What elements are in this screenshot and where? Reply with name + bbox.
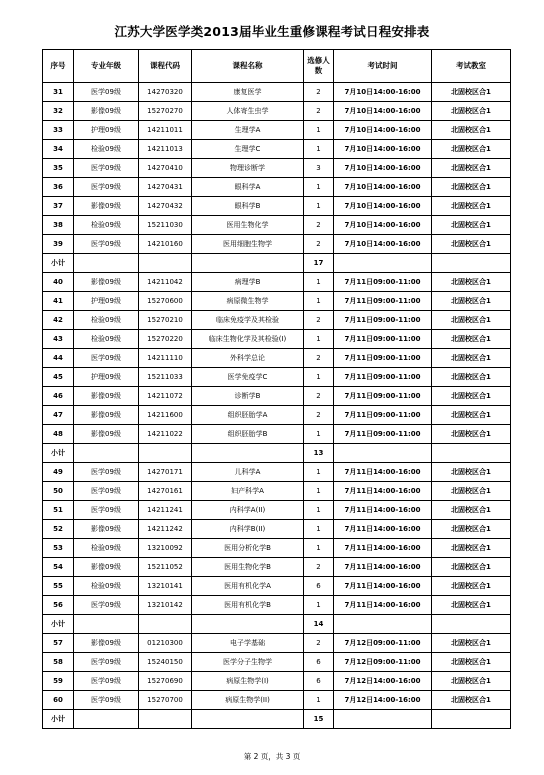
cell-name: 人体寄生虫学 <box>192 102 304 121</box>
cell-time <box>334 615 432 634</box>
cell-name: 临床免疫学及其检验 <box>192 311 304 330</box>
cell-code: 15240150 <box>139 653 192 672</box>
cell-name: 医用生物化学 <box>192 216 304 235</box>
cell-count: 1 <box>304 425 334 444</box>
cell-no: 31 <box>43 83 74 102</box>
cell-major: 影像09级 <box>74 634 139 653</box>
cell-count: 1 <box>304 482 334 501</box>
cell-count: 1 <box>304 501 334 520</box>
cell-place: 北固校区合1 <box>432 558 511 577</box>
table-row <box>43 235 511 254</box>
table-row <box>43 653 511 672</box>
cell-name: 病原生物学(II) <box>192 691 304 710</box>
cell-code: 15270270 <box>139 102 192 121</box>
cell-time: 7月11日09:00-11:00 <box>334 273 432 292</box>
cell-major: 医学09级 <box>74 349 139 368</box>
cell-count: 2 <box>304 311 334 330</box>
cell-major: 影像09级 <box>74 406 139 425</box>
cell-time: 7月11日09:00-11:00 <box>334 425 432 444</box>
cell-code: 15270600 <box>139 292 192 311</box>
table-row <box>43 672 511 691</box>
table-row <box>43 121 511 140</box>
cell-count: 1 <box>304 178 334 197</box>
cell-major: 检验09级 <box>74 311 139 330</box>
cell-no: 47 <box>43 406 74 425</box>
cell-time <box>334 444 432 463</box>
cell-count: 2 <box>304 235 334 254</box>
cell-code <box>139 254 192 273</box>
table-row <box>43 425 511 444</box>
cell-time: 7月11日14:00-16:00 <box>334 482 432 501</box>
cell-major: 医学09级 <box>74 482 139 501</box>
cell-time: 7月10日14:00-16:00 <box>334 102 432 121</box>
cell-place: 北固校区合1 <box>432 197 511 216</box>
cell-time: 7月11日09:00-11:00 <box>334 406 432 425</box>
table-row <box>43 387 511 406</box>
table-row <box>43 520 511 539</box>
cell-count: 6 <box>304 672 334 691</box>
cell-no: 44 <box>43 349 74 368</box>
table-body <box>43 83 511 729</box>
cell-major: 护理09级 <box>74 292 139 311</box>
cell-code: 15270690 <box>139 672 192 691</box>
cell-count: 1 <box>304 292 334 311</box>
cell-major: 医学09级 <box>74 691 139 710</box>
cell-place: 北固校区合1 <box>432 406 511 425</box>
cell-count: 2 <box>304 406 334 425</box>
table-row <box>43 140 511 159</box>
table-row <box>43 178 511 197</box>
cell-no: 39 <box>43 235 74 254</box>
table-row <box>43 463 511 482</box>
cell-no: 52 <box>43 520 74 539</box>
cell-count: 1 <box>304 273 334 292</box>
cell-major: 医学09级 <box>74 83 139 102</box>
cell-code: 13210142 <box>139 596 192 615</box>
cell-name: 病原生物学(I) <box>192 672 304 691</box>
cell-time: 7月10日14:00-16:00 <box>334 178 432 197</box>
table-row <box>43 539 511 558</box>
cell-major: 影像09级 <box>74 197 139 216</box>
cell-no: 54 <box>43 558 74 577</box>
cell-place: 北固校区合1 <box>432 577 511 596</box>
cell-no: 56 <box>43 596 74 615</box>
cell-code: 13210141 <box>139 577 192 596</box>
table-row <box>43 102 511 121</box>
cell-name: 医用生物化学B <box>192 558 304 577</box>
cell-code: 15211030 <box>139 216 192 235</box>
cell-time: 7月12日14:00-16:00 <box>334 691 432 710</box>
table-row <box>43 596 511 615</box>
cell-place: 北固校区合1 <box>432 292 511 311</box>
cell-no: 37 <box>43 197 74 216</box>
cell-time: 7月11日09:00-11:00 <box>334 292 432 311</box>
table-row <box>43 634 511 653</box>
header-time: 考试时间 <box>334 50 432 83</box>
cell-time: 7月11日09:00-11:00 <box>334 311 432 330</box>
cell-place: 北固校区合1 <box>432 121 511 140</box>
cell-major: 医学09级 <box>74 178 139 197</box>
cell-place: 北固校区合1 <box>432 596 511 615</box>
cell-place: 北固校区合1 <box>432 330 511 349</box>
cell-place <box>432 444 511 463</box>
cell-code: 14211242 <box>139 520 192 539</box>
cell-code: 13210092 <box>139 539 192 558</box>
cell-time: 7月11日09:00-11:00 <box>334 349 432 368</box>
cell-time: 7月12日14:00-16:00 <box>334 672 432 691</box>
cell-major: 检验09级 <box>74 140 139 159</box>
table-row <box>43 330 511 349</box>
cell-code: 14210160 <box>139 235 192 254</box>
cell-place: 北固校区合1 <box>432 235 511 254</box>
cell-no: 51 <box>43 501 74 520</box>
subtotal-row <box>43 254 511 273</box>
cell-time: 7月11日09:00-11:00 <box>334 330 432 349</box>
cell-place: 北固校区合1 <box>432 140 511 159</box>
cell-name: 医学分子生物学 <box>192 653 304 672</box>
cell-name: 组织胚胎学A <box>192 406 304 425</box>
cell-place: 北固校区合1 <box>432 672 511 691</box>
header-no: 序号 <box>43 50 74 83</box>
cell-major: 影像09级 <box>74 520 139 539</box>
cell-code: 15270700 <box>139 691 192 710</box>
cell-name <box>192 615 304 634</box>
cell-no: 33 <box>43 121 74 140</box>
cell-count: 1 <box>304 463 334 482</box>
cell-place: 北固校区合1 <box>432 216 511 235</box>
cell-major: 医学09级 <box>74 463 139 482</box>
cell-time <box>334 710 432 729</box>
table-row <box>43 558 511 577</box>
table-row <box>43 292 511 311</box>
cell-count: 2 <box>304 216 334 235</box>
cell-code: 14211011 <box>139 121 192 140</box>
cell-no: 59 <box>43 672 74 691</box>
cell-no: 35 <box>43 159 74 178</box>
cell-count: 1 <box>304 691 334 710</box>
cell-count: 1 <box>304 140 334 159</box>
subtotal-row <box>43 615 511 634</box>
cell-code <box>139 444 192 463</box>
cell-place: 北固校区合1 <box>432 425 511 444</box>
cell-name: 医用有机化学B <box>192 596 304 615</box>
cell-time: 7月11日09:00-11:00 <box>334 387 432 406</box>
cell-no: 46 <box>43 387 74 406</box>
cell-name: 病原微生物学 <box>192 292 304 311</box>
cell-place: 北固校区合1 <box>432 539 511 558</box>
header-major: 专业年级 <box>74 50 139 83</box>
cell-no: 36 <box>43 178 74 197</box>
cell-place: 北固校区合1 <box>432 311 511 330</box>
cell-major: 检验09级 <box>74 330 139 349</box>
cell-no: 小计 <box>43 444 74 463</box>
cell-code: 15211033 <box>139 368 192 387</box>
cell-major: 影像09级 <box>74 102 139 121</box>
cell-count: 1 <box>304 596 334 615</box>
cell-place: 北固校区合1 <box>432 482 511 501</box>
page-title: 江苏大学医学类2013届毕业生重修课程考试日程安排表 <box>114 24 430 39</box>
cell-no: 45 <box>43 368 74 387</box>
cell-name: 内科学A(II) <box>192 501 304 520</box>
cell-name: 生理学C <box>192 140 304 159</box>
cell-place: 北固校区合1 <box>432 501 511 520</box>
cell-no: 41 <box>43 292 74 311</box>
cell-no: 40 <box>43 273 74 292</box>
cell-code: 14270161 <box>139 482 192 501</box>
cell-name: 内科学B(II) <box>192 520 304 539</box>
cell-count: 15 <box>304 710 334 729</box>
cell-name: 医用有机化学A <box>192 577 304 596</box>
cell-count: 1 <box>304 368 334 387</box>
cell-place: 北固校区合1 <box>432 691 511 710</box>
table-row <box>43 159 511 178</box>
header-code: 课程代码 <box>139 50 192 83</box>
cell-code: 15270210 <box>139 311 192 330</box>
cell-count: 1 <box>304 121 334 140</box>
cell-major: 检验09级 <box>74 577 139 596</box>
cell-name: 康复医学 <box>192 83 304 102</box>
cell-code <box>139 615 192 634</box>
cell-no: 38 <box>43 216 74 235</box>
cell-major: 影像09级 <box>74 273 139 292</box>
cell-major: 影像09级 <box>74 387 139 406</box>
cell-time: 7月10日14:00-16:00 <box>334 235 432 254</box>
cell-time: 7月10日14:00-16:00 <box>334 140 432 159</box>
cell-name: 妇产科学A <box>192 482 304 501</box>
cell-count: 6 <box>304 577 334 596</box>
cell-count: 3 <box>304 159 334 178</box>
cell-place: 北固校区合1 <box>432 83 511 102</box>
cell-name: 生理学A <box>192 121 304 140</box>
cell-place: 北固校区合1 <box>432 349 511 368</box>
cell-name: 组织胚胎学B <box>192 425 304 444</box>
cell-code: 14270171 <box>139 463 192 482</box>
subtotal-row <box>43 710 511 729</box>
cell-code: 14211013 <box>139 140 192 159</box>
cell-code: 14211022 <box>139 425 192 444</box>
cell-major: 影像09级 <box>74 425 139 444</box>
table-header-row <box>43 50 511 83</box>
cell-name: 外科学总论 <box>192 349 304 368</box>
table-row <box>43 311 511 330</box>
table-row <box>43 349 511 368</box>
cell-name: 病理学B <box>192 273 304 292</box>
table-row <box>43 83 511 102</box>
table-row <box>43 406 511 425</box>
cell-major: 医学09级 <box>74 159 139 178</box>
cell-major <box>74 254 139 273</box>
cell-count: 2 <box>304 558 334 577</box>
cell-name: 眼科学B <box>192 197 304 216</box>
cell-major: 检验09级 <box>74 216 139 235</box>
table-row <box>43 216 511 235</box>
cell-count: 2 <box>304 387 334 406</box>
cell-time: 7月12日09:00-11:00 <box>334 653 432 672</box>
cell-major: 检验09级 <box>74 539 139 558</box>
cell-no: 43 <box>43 330 74 349</box>
cell-name: 医学免疫学C <box>192 368 304 387</box>
cell-name <box>192 444 304 463</box>
cell-major: 医学09级 <box>74 501 139 520</box>
cell-no: 32 <box>43 102 74 121</box>
cell-count: 6 <box>304 653 334 672</box>
cell-place: 北固校区合1 <box>432 520 511 539</box>
cell-time: 7月10日14:00-16:00 <box>334 216 432 235</box>
cell-major: 护理09级 <box>74 368 139 387</box>
cell-place <box>432 710 511 729</box>
cell-count: 1 <box>304 539 334 558</box>
cell-no: 小计 <box>43 615 74 634</box>
cell-code <box>139 710 192 729</box>
cell-no: 小计 <box>43 710 74 729</box>
cell-count: 2 <box>304 102 334 121</box>
cell-no: 42 <box>43 311 74 330</box>
cell-name: 医用分析化学B <box>192 539 304 558</box>
cell-time: 7月11日14:00-16:00 <box>334 463 432 482</box>
cell-name: 儿科学A <box>192 463 304 482</box>
cell-time: 7月11日14:00-16:00 <box>334 520 432 539</box>
cell-time <box>334 254 432 273</box>
table-row <box>43 273 511 292</box>
page-footer: 第 2 页，共 3 页 <box>243 752 301 761</box>
cell-code: 14270410 <box>139 159 192 178</box>
cell-major: 医学09级 <box>74 235 139 254</box>
cell-major: 护理09级 <box>74 121 139 140</box>
cell-no: 50 <box>43 482 74 501</box>
cell-count: 2 <box>304 83 334 102</box>
cell-count: 13 <box>304 444 334 463</box>
cell-place: 北固校区合1 <box>432 653 511 672</box>
cell-code: 14211600 <box>139 406 192 425</box>
cell-name: 物理诊断学 <box>192 159 304 178</box>
cell-major: 医学09级 <box>74 653 139 672</box>
schedule-table <box>42 49 511 729</box>
cell-no: 49 <box>43 463 74 482</box>
table-row <box>43 197 511 216</box>
cell-count: 1 <box>304 330 334 349</box>
cell-place: 北固校区合1 <box>432 387 511 406</box>
table-row <box>43 691 511 710</box>
cell-name: 医用细胞生物学 <box>192 235 304 254</box>
cell-time: 7月11日14:00-16:00 <box>334 596 432 615</box>
cell-count: 2 <box>304 349 334 368</box>
cell-count: 1 <box>304 520 334 539</box>
cell-no: 小计 <box>43 254 74 273</box>
cell-place: 北固校区合1 <box>432 159 511 178</box>
cell-place: 北固校区合1 <box>432 102 511 121</box>
cell-major <box>74 444 139 463</box>
table-row <box>43 482 511 501</box>
cell-count: 17 <box>304 254 334 273</box>
cell-code: 14211241 <box>139 501 192 520</box>
cell-count: 14 <box>304 615 334 634</box>
cell-place: 北固校区合1 <box>432 178 511 197</box>
cell-code: 01210300 <box>139 634 192 653</box>
cell-major: 医学09级 <box>74 596 139 615</box>
cell-count: 2 <box>304 634 334 653</box>
cell-count: 1 <box>304 197 334 216</box>
cell-no: 34 <box>43 140 74 159</box>
cell-no: 60 <box>43 691 74 710</box>
cell-time: 7月11日14:00-16:00 <box>334 558 432 577</box>
cell-place: 北固校区合1 <box>432 463 511 482</box>
cell-place <box>432 254 511 273</box>
table-row <box>43 501 511 520</box>
cell-major: 医学09级 <box>74 672 139 691</box>
cell-time: 7月10日14:00-16:00 <box>334 121 432 140</box>
cell-code: 14270432 <box>139 197 192 216</box>
cell-code: 14211042 <box>139 273 192 292</box>
cell-name <box>192 710 304 729</box>
cell-time: 7月12日09:00-11:00 <box>334 634 432 653</box>
table-row <box>43 368 511 387</box>
cell-no: 58 <box>43 653 74 672</box>
table-row <box>43 577 511 596</box>
cell-place <box>432 615 511 634</box>
cell-major: 影像09级 <box>74 558 139 577</box>
cell-name <box>192 254 304 273</box>
cell-code: 15270220 <box>139 330 192 349</box>
cell-code: 14270320 <box>139 83 192 102</box>
cell-place: 北固校区合1 <box>432 273 511 292</box>
cell-name: 眼科学A <box>192 178 304 197</box>
header-count: 选修人数 <box>304 50 334 83</box>
cell-name: 诊断学B <box>192 387 304 406</box>
cell-major <box>74 710 139 729</box>
cell-time: 7月11日14:00-16:00 <box>334 577 432 596</box>
cell-code: 15211052 <box>139 558 192 577</box>
cell-time: 7月11日14:00-16:00 <box>334 501 432 520</box>
cell-time: 7月10日14:00-16:00 <box>334 159 432 178</box>
cell-no: 57 <box>43 634 74 653</box>
cell-place: 北固校区合1 <box>432 368 511 387</box>
cell-no: 55 <box>43 577 74 596</box>
header-name: 课程名称 <box>192 50 304 83</box>
header-place: 考试教室 <box>432 50 511 83</box>
cell-name: 电子学基础 <box>192 634 304 653</box>
cell-time: 7月10日14:00-16:00 <box>334 197 432 216</box>
cell-time: 7月11日09:00-11:00 <box>334 368 432 387</box>
cell-code: 14211110 <box>139 349 192 368</box>
cell-code: 14270431 <box>139 178 192 197</box>
cell-time: 7月11日14:00-16:00 <box>334 539 432 558</box>
cell-major <box>74 615 139 634</box>
cell-time: 7月10日14:00-16:00 <box>334 83 432 102</box>
subtotal-row <box>43 444 511 463</box>
cell-no: 53 <box>43 539 74 558</box>
cell-code: 14211072 <box>139 387 192 406</box>
cell-name: 临床生物化学及其检验(I) <box>192 330 304 349</box>
cell-no: 48 <box>43 425 74 444</box>
cell-place: 北固校区合1 <box>432 634 511 653</box>
